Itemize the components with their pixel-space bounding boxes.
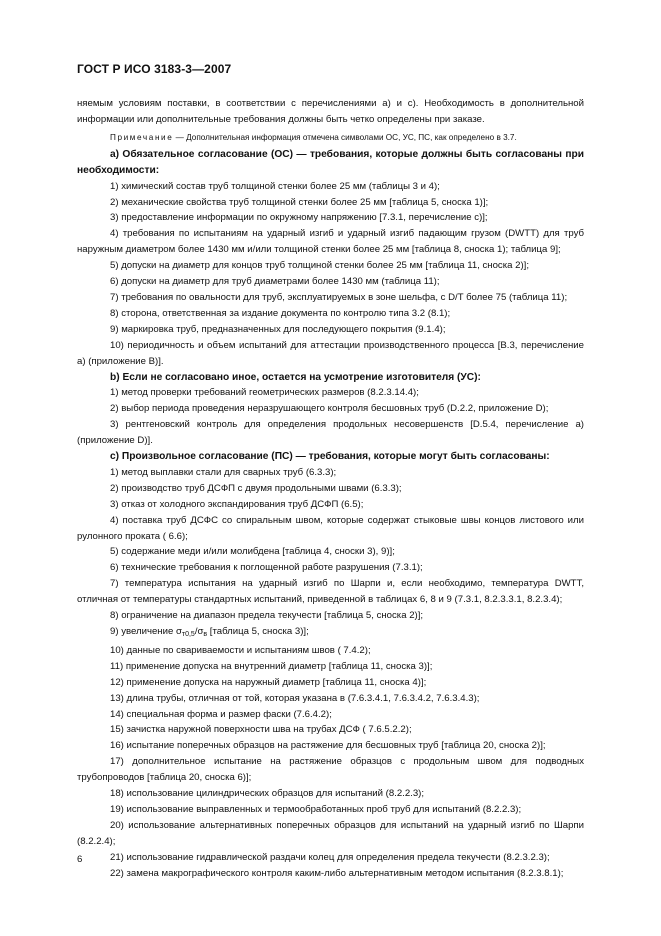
list-item: 4) требования по испытаниям на ударный изгиб и ударный изгиб падающим грузом (DWTT) для труб наружным диаметром более 1430 мм и/или толщиной стенки более 25 мм [таблица 8, сноска 1); таблица 9]; — [77, 228, 584, 256]
section-c-list-2 — [77, 643, 584, 882]
intro-paragraph: няемым условиям поставки, в соответствии с перечислениями а) и с). Необходимость в дополнительной информации или дополнительные требования должны быть четко определены при заказе. — [77, 98, 584, 125]
note-text: — Дополнительная информация отмечена символами ОС, УС, ПС, как определено в 3.7. — [173, 132, 517, 142]
list-item: 10) периодичность и объем испытаний для аттестации производственного процесса [В.3, перечисление а) (приложение В)]. — [77, 339, 584, 367]
list-item: 21) использование гидравлической раздачи колец для определения предела текучести (8.2.3.2.3); — [110, 851, 550, 863]
list-item: 6) технические требования к поглощенной работе разрушения (7.3.1); — [110, 562, 423, 574]
section-a-heading: а) Обязательное согласование (ОС) — требования, которые должны быть согласованы при необходимости: — [77, 148, 584, 176]
list-item: 2) производство труб ДСФП с двумя продольными швами (6.3.3); — [110, 482, 402, 494]
document-header: ГОСТ Р ИСО 3183-3—2007 — [77, 62, 232, 76]
list-item: 8) ограничение на диапазон предела текучести [таблица 5, сноска 2)]; — [110, 610, 424, 622]
list-item: 7) требования по овальности для труб, эксплуатируемых в зоне шельфа, с D/T более 75 (таблица 11); — [110, 291, 568, 303]
list-item: 3) рентгеновский контроль для определения продольных несовершенств [D.5.4, перечисление а) (приложение D)]. — [77, 419, 584, 447]
section-c-heading: с) Произвольное согласование (ПС) — требования, которые могут быть согласованы: — [110, 451, 550, 463]
list-item: 15) зачистка наружной поверхности шва на трубах ДСФ ( 7.6.5.2.2); — [110, 724, 412, 736]
list-item: 5) содержание меди и/или молибдена [таблица 4, сноски 3), 9)]; — [110, 546, 395, 558]
section-a-list — [77, 179, 584, 370]
list-item: 2) выбор периода проведения неразрушающего контроля бесшовных труб (D.2.2, приложение D); — [110, 403, 549, 415]
list-item: 1) химический состав труб толщиной стенки более 25 мм (таблицы 3 и 4); — [110, 180, 440, 192]
list-item: 3) предоставление информации по окружному напряжению [7.3.1, перечисление с)]; — [110, 212, 488, 224]
list-item: 12) применение допуска на наружный диаметр [таблица 11, сноска 4)]; — [110, 676, 427, 688]
note-label: Примечание — [110, 132, 174, 142]
list-item: 17) дополнительное испытание на растяжение образцов с продольным швом для подводных трубопроводов [таблица 20, сноска 6)]; — [77, 756, 584, 784]
list-item: 3) отказ от холодного экспандирования труб ДСФП (6.5); — [110, 498, 364, 510]
list-item: 4) поставка труб ДСФС со спиральным швом, которые содержат стыковые швы концов листового или рулонного проката ( 6.6); — [77, 514, 584, 542]
section-c-list-1 — [77, 465, 584, 624]
list-item: 14) специальная форма и размер фаски (7.6.4.2); — [110, 708, 332, 720]
list-item: 19) использование выправленных и термообработанных проб труб для испытаний (8.2.2.3); — [110, 803, 522, 815]
list-item: 13) длина трубы, отличная от той, которая указана в (7.6.3.4.1, 7.6.3.4.2, 7.6.3.4.3); — [110, 692, 480, 704]
list-item: 20) использование альтернативных поперечных образцов для испытаний на ударный изгиб по Шарпи (8.2.2.4); — [77, 819, 584, 847]
page-number: 6 — [77, 854, 83, 865]
list-item: 1) метод выплавки стали для сварных труб (6.3.3); — [110, 466, 337, 478]
list-item: 22) замена макрографического контроля каким-либо альтернативным методом испытания (8.2.3.8.1); — [110, 867, 564, 879]
list-item: 7) температура испытания на ударный изгиб по Шарпи и, если необходимо, температура DWTT, отличная от температуры стандартных испытаний, приведенной в таблицах 6, 8 и 9 (7.3.1, 8.2.3.3.1, 8.2.3.4); — [77, 578, 584, 606]
list-item: 8) сторона, ответственная за издание документа по контролю типа 3.2 (8.1); — [110, 307, 451, 319]
note-paragraph — [77, 131, 584, 145]
list-item: 5) допуски на диаметр для концов труб толщиной стенки более 25 мм [таблица 11, сноска 2)]; — [110, 260, 529, 272]
list-item: 11) применение допуска на внутренний диаметр [таблица 11, сноска 3)]; — [110, 660, 433, 672]
page-body — [77, 96, 584, 882]
list-item: 9) увеличение $\sigma_{т0,5}/\sigma_в$ [таблица 5, сноска 3)]; — [110, 626, 309, 638]
section-b-heading: b) Если не согласовано иное, остается на усмотрение изготовителя (УС): — [110, 371, 481, 383]
list-item: 2) механические свойства труб толщиной стенки более 25 мм [таблица 5, сноска 1)]; — [110, 196, 489, 208]
section-b-list — [77, 385, 584, 449]
list-item: 16) испытание поперечных образцов на растяжение для бесшовных труб [таблица 20, сноска 2)]; — [110, 740, 546, 752]
list-item: 18) использование цилиндрических образцов для испытаний (8.2.2.3); — [110, 788, 425, 800]
list-item: 1) метод проверки требований геометрических размеров (8.2.3.14.4); — [110, 387, 419, 399]
list-item: 9) маркировка труб, предназначенных для последующего покрытия (9.1.4); — [110, 323, 446, 335]
list-item: 6) допуски на диаметр для труб диаметрами более 1430 мм (таблица 11); — [110, 276, 440, 288]
list-item: 10) данные по свариваемости и испытаниям швов ( 7.4.2); — [110, 644, 371, 656]
